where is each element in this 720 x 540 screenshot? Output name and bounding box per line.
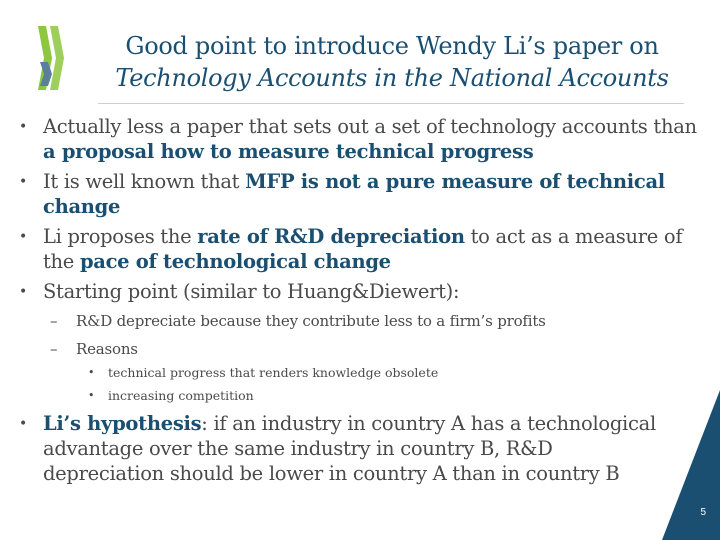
bullet-dot: •: [19, 416, 27, 432]
page-number: 5: [700, 507, 706, 518]
sub-bullet-text: R&D depreciate because they contribute less to a firm’s profits: [76, 312, 546, 330]
sub-bullet-text: Reasons: [76, 340, 138, 358]
sub-sub-bullet-2: [0, 387, 700, 405]
title-line-2: Technology Accounts in the National Accounts: [115, 64, 669, 92]
title-divider: [98, 103, 684, 104]
bullet-1: [0, 114, 700, 164]
sub-sub-bullet-text: technical progress that renders knowledge obsolete: [108, 365, 439, 380]
bullet-dot: •: [19, 229, 27, 245]
bullet-bold: MFP is not a pure measure of technical change: [43, 170, 665, 218]
sub-sub-bullet-text: increasing competition: [108, 388, 254, 403]
bullet-text: It is well known that: [43, 170, 246, 193]
corner-decoration: [662, 390, 720, 540]
slide-body: [0, 114, 700, 491]
slide-title: [92, 30, 692, 94]
bullet-bold: rate of R&D depreciation: [197, 225, 465, 248]
corner-triangle: [662, 390, 720, 540]
bullet-text: Actually less a paper that sets out a set of technology accounts than: [43, 115, 697, 138]
sub-sub-bullet-dot: •: [88, 366, 95, 379]
bullet-text: Starting point (similar to Huang&Diewert):: [43, 280, 460, 303]
bullet-hypothesis: [0, 411, 700, 486]
hypothesis-label: Li’s hypothesis: [43, 412, 202, 435]
title-line-1: Good point to introduce Wendy Li’s paper on: [125, 32, 659, 60]
sub-sub-bullet-dot: •: [88, 389, 95, 402]
bullet-3: [0, 224, 700, 274]
oecd-logo: [36, 22, 76, 94]
bullet-4: [0, 279, 700, 304]
bullet-dot: •: [19, 284, 27, 300]
sub-bullet-dash: –: [50, 340, 58, 358]
sub-bullet-2: [0, 338, 700, 360]
bullet-text: Li proposes the: [43, 225, 198, 248]
sub-bullet-dash: –: [50, 312, 58, 330]
hypothesis-text: : if an industry in country A has a technological advantage over the same industry in country B, R&D depreciation should be lower in country A than in country B: [43, 412, 656, 485]
bullet-bold-2: pace of technological change: [79, 250, 391, 273]
bullet-dot: •: [19, 119, 27, 135]
logo-chevron-green-2: [50, 26, 64, 90]
bullet-dot: •: [19, 174, 27, 190]
sub-bullet-1: [0, 310, 700, 332]
sub-sub-bullet-1: [0, 364, 700, 382]
bullet-text-mid: to act as a measure of the: [43, 225, 683, 273]
bullet-2: [0, 169, 700, 219]
bullet-bold: a proposal how to measure technical progress: [43, 140, 534, 163]
